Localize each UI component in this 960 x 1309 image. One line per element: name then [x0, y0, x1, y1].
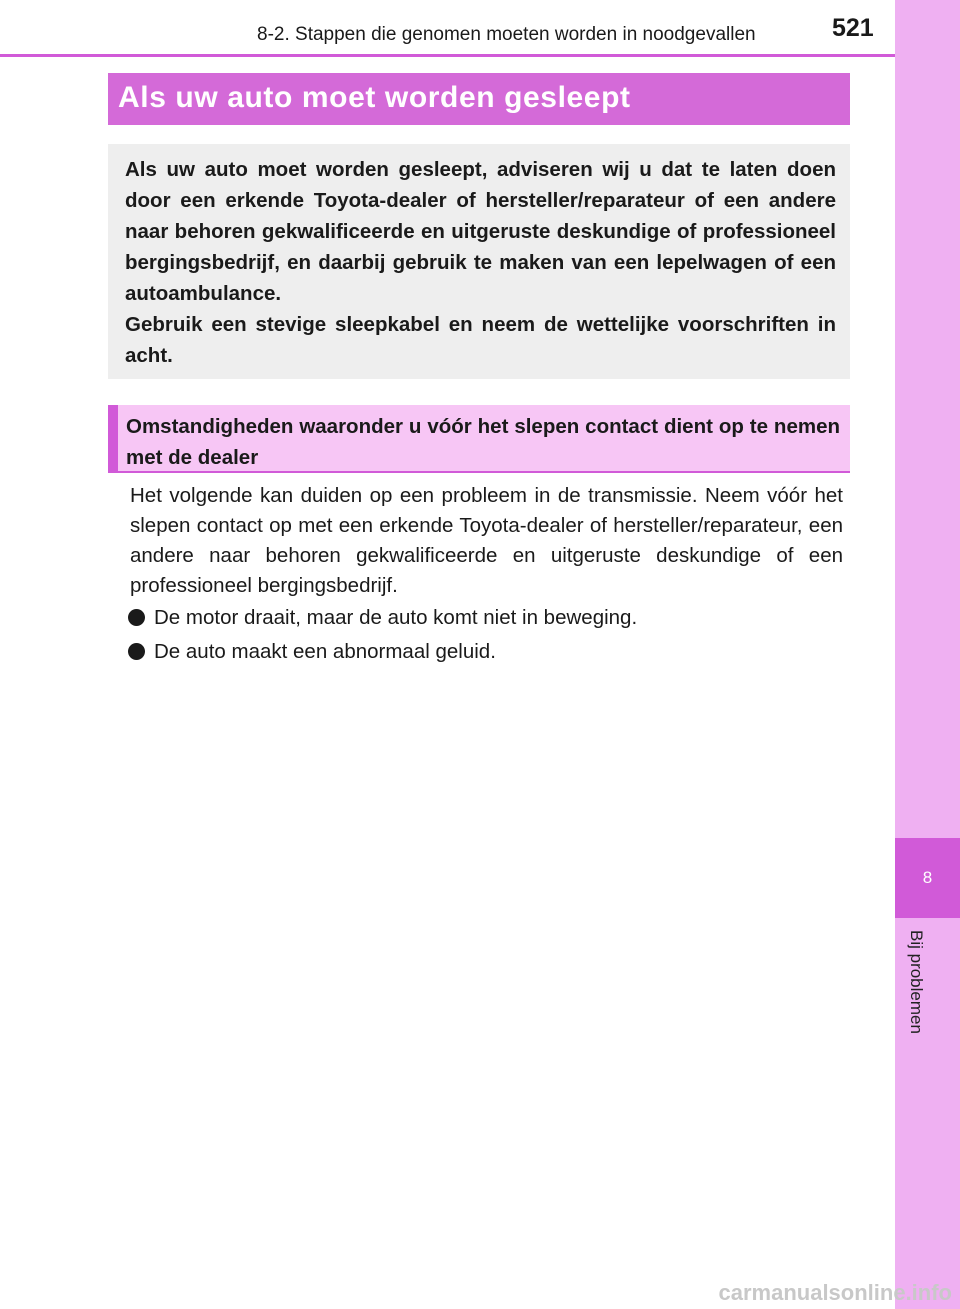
- intro-paragraph-2: Gebruik een stevige sleepkabel en neem de wettelijke voorschriften in acht.: [125, 313, 836, 367]
- chapter-title: Bij problemen: [907, 930, 926, 1034]
- section-header: 8-2. Stappen die genomen moeten worden in noodgevallen: [257, 24, 756, 45]
- intro-paragraph-1: Als uw auto moet worden gesleept, adviseren wij u dat te laten doen door een erkende Toyota-dealer of hersteller/reparateur of een andere naar behoren gekwalificeerde en uitgeruste deskundige of professioneel bergingsbedrijf, en daarbij gebruik te maken van een lepelwagen of een autoambulance.: [125, 158, 836, 305]
- page-number: 521: [832, 14, 874, 42]
- bullet-list: [128, 603, 848, 671]
- page-title: Als uw auto moet worden gesleept: [118, 81, 631, 114]
- chapter-number-tab[interactable]: [895, 838, 960, 918]
- subheading-text: Omstandigheden waaronder u vóór het slepen contact dient op te nemen met de dealer: [126, 415, 840, 469]
- title-bar: [108, 73, 850, 125]
- list-item: [128, 637, 848, 667]
- bullet-icon: [128, 643, 145, 660]
- chapter-number: 8: [922, 868, 933, 887]
- intro-box: [108, 144, 850, 379]
- body-paragraph: Het volgende kan duiden op een probleem in de transmissie. Neem vóór het slepen contact op met een erkende Toyota-dealer of hersteller/reparateur, een andere naar behoren gekwalificeerde en uitgeruste deskundige of een professioneel bergingsbedrijf.: [130, 484, 843, 597]
- watermark: carmanualsonline.info: [718, 1280, 952, 1305]
- bullet-icon: [128, 609, 145, 626]
- list-item: [128, 603, 848, 633]
- side-tab-strip: [895, 0, 960, 1309]
- subheading-box: [108, 405, 850, 473]
- header-divider: [0, 54, 895, 57]
- list-item-text: De motor draait, maar de auto komt niet in beweging.: [154, 606, 638, 629]
- list-item-text: De auto maakt een abnormaal geluid.: [154, 640, 496, 663]
